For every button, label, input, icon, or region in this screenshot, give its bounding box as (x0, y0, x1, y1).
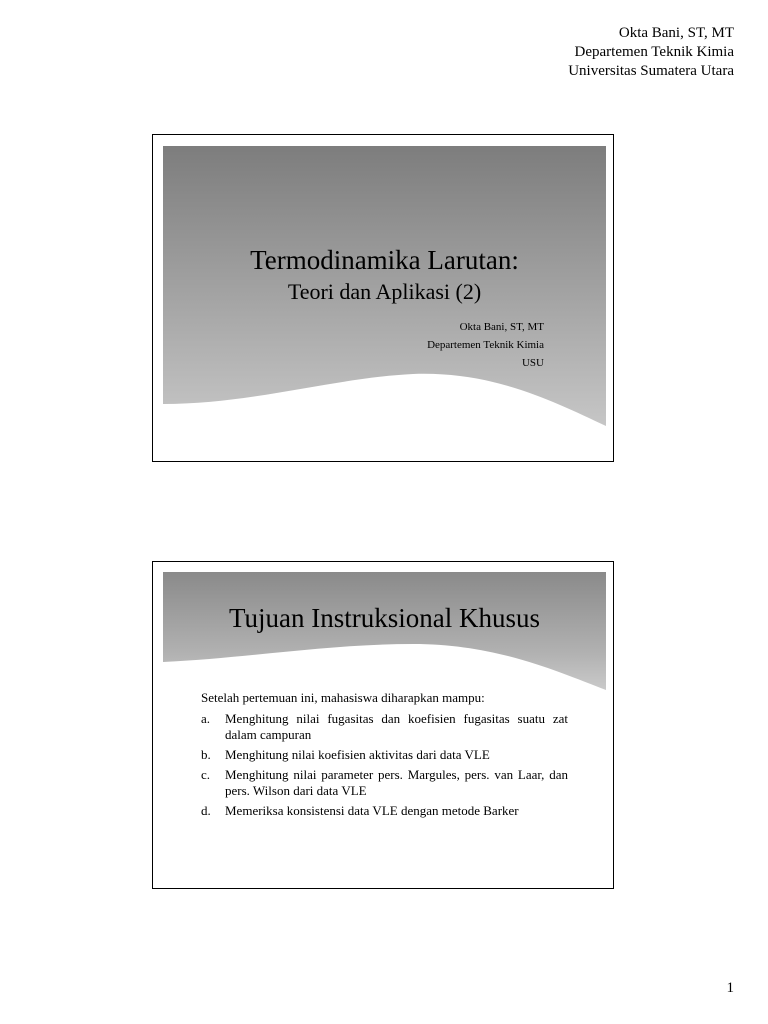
slide-1-subtitle: Teori dan Aplikasi (2) (287, 279, 482, 304)
header-university: Universitas Sumatera Utara (568, 63, 734, 79)
objective-letter: d. (201, 803, 211, 818)
slide-1-institution: USU (521, 357, 544, 369)
slide-1 (152, 134, 614, 462)
header-author: Okta Bani, ST, MT (618, 25, 734, 41)
slide-2-title: Tujuan Instruksional Khusus (228, 603, 541, 633)
objective-letter: a. (201, 711, 211, 726)
page-header (334, 24, 734, 81)
objective-item (201, 767, 568, 799)
slide-2 (152, 561, 614, 889)
slide-2-intro: Setelah pertemuan ini, mahasiswa diharapkan mampu: (201, 690, 485, 705)
slide-2-banner-graphic (163, 572, 606, 698)
objective-text: Menghitung nilai parameter pers. Margules, pers. van Laar, dan pers. Wilson dari data VLE (225, 767, 568, 798)
slide-2-banner (163, 572, 606, 698)
objective-text: Memeriksa konsistensi data VLE dengan metode Barker (225, 803, 519, 818)
objective-letter: c. (201, 767, 211, 782)
objective-text: Menghitung nilai fugasitas dan koefisien fugasitas suatu zat dalam campuran (225, 711, 568, 742)
slide-2-body (201, 690, 568, 823)
page-number: 1 (726, 980, 734, 996)
slide-1-author: Okta Bani, ST, MT (459, 321, 544, 333)
header-department: Departemen Teknik Kimia (574, 44, 734, 60)
slide-1-title: Termodinamika Larutan: (250, 245, 519, 275)
objective-letter: b. (201, 747, 211, 762)
slide-1-banner (163, 146, 606, 436)
objective-item (201, 747, 568, 763)
objective-item (201, 803, 568, 819)
slide-1-department: Departemen Teknik Kimia (427, 339, 544, 351)
objective-item (201, 711, 568, 743)
objective-text: Menghitung nilai koefisien aktivitas dari data VLE (225, 747, 490, 762)
objectives-list (201, 711, 568, 819)
slide-1-author-block (427, 318, 544, 372)
